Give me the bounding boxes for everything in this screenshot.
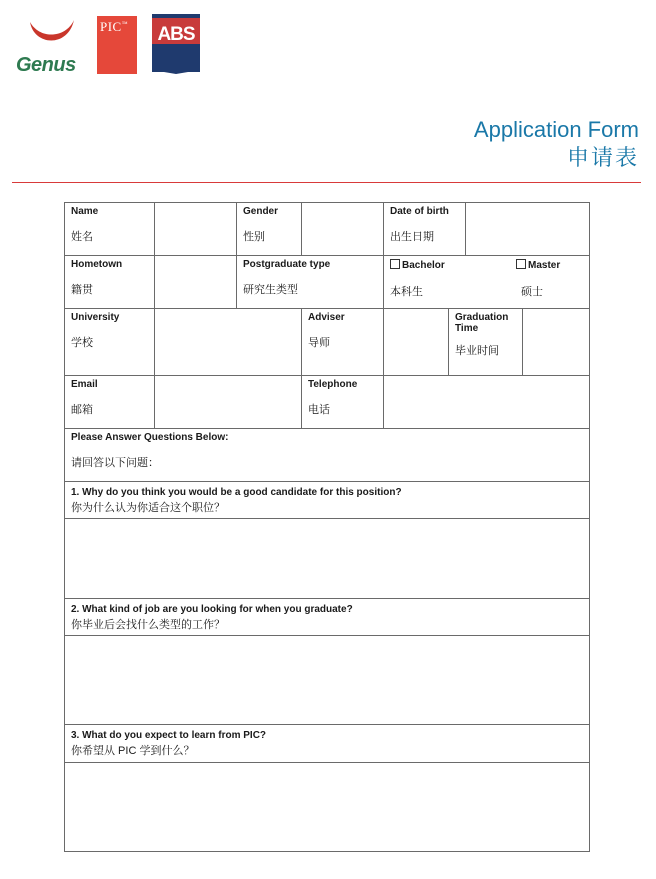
grad-time-label-cn: 毕业时间 [455, 345, 499, 357]
pic-wordmark: PIC™ [100, 19, 129, 34]
row-university [65, 309, 590, 376]
university-input-cell[interactable] [155, 309, 302, 376]
hometown-label-cell [65, 256, 155, 309]
telephone-input-cell[interactable] [384, 376, 590, 429]
abs-wordmark: ABS [157, 24, 195, 45]
telephone-label-cn: 电话 [308, 404, 330, 416]
university-label-cell [65, 309, 155, 376]
question-1-cell [65, 482, 590, 519]
questions-header: Please Answer Questions Below: [71, 432, 229, 443]
pg-type-label-cn: 研究生类型 [243, 284, 298, 296]
genus-crescent-icon [28, 16, 76, 52]
adviser-label-cell [302, 309, 384, 376]
answer-2-area[interactable] [65, 636, 590, 725]
name-label-cn: 姓名 [71, 231, 93, 243]
question-3: 3. What do you expect to learn from PIC? [71, 730, 267, 741]
gender-label: Gender [243, 206, 279, 217]
row-question-3 [65, 725, 590, 763]
questions-header-cell [65, 429, 590, 482]
hometown-label-cn: 籍贯 [71, 284, 93, 296]
question-3-cn: 你希望从 PIC 学到什么？ [71, 745, 195, 757]
abs-logo [152, 14, 202, 74]
questions-header-cn: 请回答以下问题： [71, 457, 159, 469]
row-answer-1 [65, 519, 590, 599]
question-2: 2. What kind of job are you looking for when you graduate? [71, 604, 353, 615]
application-table [64, 202, 590, 852]
bachelor-checkbox[interactable] [390, 259, 400, 269]
master-option[interactable] [516, 259, 560, 271]
gender-input-cell[interactable] [302, 203, 384, 256]
adviser-input-cell[interactable] [384, 309, 449, 376]
master-label: Master [528, 260, 561, 271]
dob-input-cell[interactable] [466, 203, 590, 256]
pg-type-label: Postgraduate type [243, 259, 331, 270]
pic-logo [97, 16, 137, 74]
row-name [65, 203, 590, 256]
bachelor-label: Bachelor [402, 260, 445, 271]
row-answer-3 [65, 763, 590, 852]
hometown-label: Hometown [71, 259, 123, 270]
dob-label: Date of birth [390, 206, 449, 217]
name-label-cell [65, 203, 155, 256]
genus-wordmark: Genus [16, 54, 76, 76]
row-answer-2 [65, 636, 590, 725]
question-1: 1. Why do you think you would be a good candidate for this position? [71, 487, 402, 498]
row-questions-header [65, 429, 590, 482]
grad-time-label-cell [449, 309, 523, 376]
pg-type-label-cell [237, 256, 384, 309]
telephone-label-cell [302, 376, 384, 429]
adviser-label: Adviser [308, 312, 345, 323]
master-label-cn: 硕士 [521, 286, 543, 298]
grad-time-input-cell[interactable] [523, 309, 590, 376]
dob-label-cn: 出生日期 [390, 231, 434, 243]
question-3-cell [65, 725, 590, 763]
master-checkbox[interactable] [516, 259, 526, 269]
email-label-cell [65, 376, 155, 429]
dob-label-cell [384, 203, 466, 256]
bachelor-option[interactable] [390, 259, 445, 271]
hometown-input-cell[interactable] [155, 256, 237, 309]
answer-3-area[interactable] [65, 763, 590, 852]
form-title-cn: 申请表 [566, 144, 639, 170]
form-title [474, 116, 639, 171]
row-question-2 [65, 599, 590, 636]
question-1-cn: 你为什么认为你适合这个职位？ [71, 502, 225, 514]
university-label: University [71, 312, 120, 323]
gender-label-cell [237, 203, 302, 256]
gender-label-cn: 性别 [243, 231, 265, 243]
row-email [65, 376, 590, 429]
email-label: Email [71, 379, 98, 390]
university-label-cn: 学校 [71, 337, 93, 349]
name-input-cell[interactable] [155, 203, 237, 256]
question-2-cn: 你毕业后会找什么类型的工作？ [71, 619, 225, 631]
telephone-label: Telephone [308, 379, 358, 390]
email-input-cell[interactable] [155, 376, 302, 429]
answer-1-area[interactable] [65, 519, 590, 599]
title-divider [12, 182, 641, 183]
row-hometown [65, 256, 590, 309]
grad-time-label: Graduation Time [455, 312, 509, 334]
pg-type-options-cell [384, 256, 590, 309]
form-title-en: Application Form [473, 117, 639, 142]
email-label-cn: 邮箱 [71, 404, 93, 416]
header-logos [16, 12, 216, 76]
adviser-label-cn: 导师 [308, 337, 330, 349]
bachelor-label-cn: 本科生 [390, 286, 423, 298]
name-label: Name [71, 206, 99, 217]
row-question-1 [65, 482, 590, 519]
question-2-cell [65, 599, 590, 636]
genus-logo [16, 14, 88, 76]
